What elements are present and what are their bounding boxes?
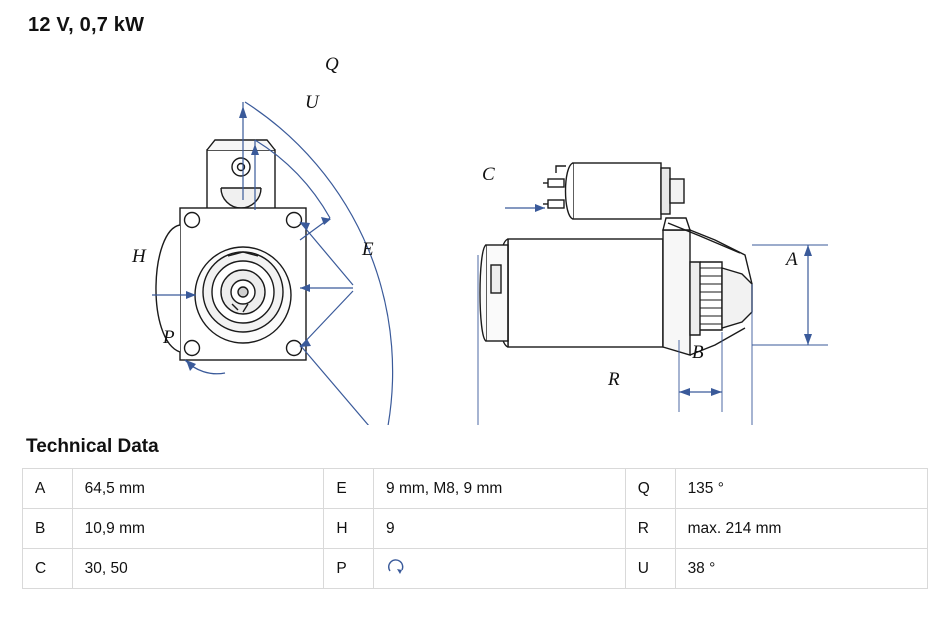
label-h: H bbox=[132, 246, 146, 267]
label-e: E bbox=[362, 239, 374, 260]
label-a: A bbox=[786, 249, 798, 270]
label-q: Q bbox=[325, 54, 339, 75]
cell-value-e: 9 mm, M8, 9 mm bbox=[374, 469, 626, 509]
label-b: B bbox=[692, 342, 704, 363]
cell-value-h: 9 bbox=[374, 509, 626, 549]
cell-value-r: max. 214 mm bbox=[675, 509, 927, 549]
cell-key-u: U bbox=[625, 549, 675, 589]
rotation-direction-icon bbox=[386, 559, 408, 577]
technical-drawing bbox=[0, 40, 950, 425]
cell-value-b: 10,9 mm bbox=[72, 509, 324, 549]
cell-value-c: 30, 50 bbox=[72, 549, 324, 589]
cell-key-c: C bbox=[23, 549, 73, 589]
label-c: C bbox=[482, 164, 495, 185]
cell-key-p: P bbox=[324, 549, 374, 589]
cell-key-q: Q bbox=[625, 469, 675, 509]
cell-key-r: R bbox=[625, 509, 675, 549]
cell-value-a: 64,5 mm bbox=[72, 469, 324, 509]
cell-value-u: 38 ° bbox=[675, 549, 927, 589]
cell-value-p bbox=[374, 549, 626, 589]
table-row bbox=[23, 469, 928, 509]
cell-key-e: E bbox=[324, 469, 374, 509]
label-p: P bbox=[163, 327, 175, 348]
table-row bbox=[23, 509, 928, 549]
cell-key-b: B bbox=[23, 509, 73, 549]
page-title: 12 V, 0,7 kW bbox=[28, 14, 145, 36]
cell-key-a: A bbox=[23, 469, 73, 509]
cell-value-q: 135 ° bbox=[675, 469, 927, 509]
label-u: U bbox=[305, 92, 319, 113]
cell-key-h: H bbox=[324, 509, 374, 549]
technical-data-table bbox=[22, 468, 928, 589]
table-row bbox=[23, 549, 928, 589]
technical-data-heading: Technical Data bbox=[26, 436, 159, 457]
label-r: R bbox=[608, 369, 620, 390]
